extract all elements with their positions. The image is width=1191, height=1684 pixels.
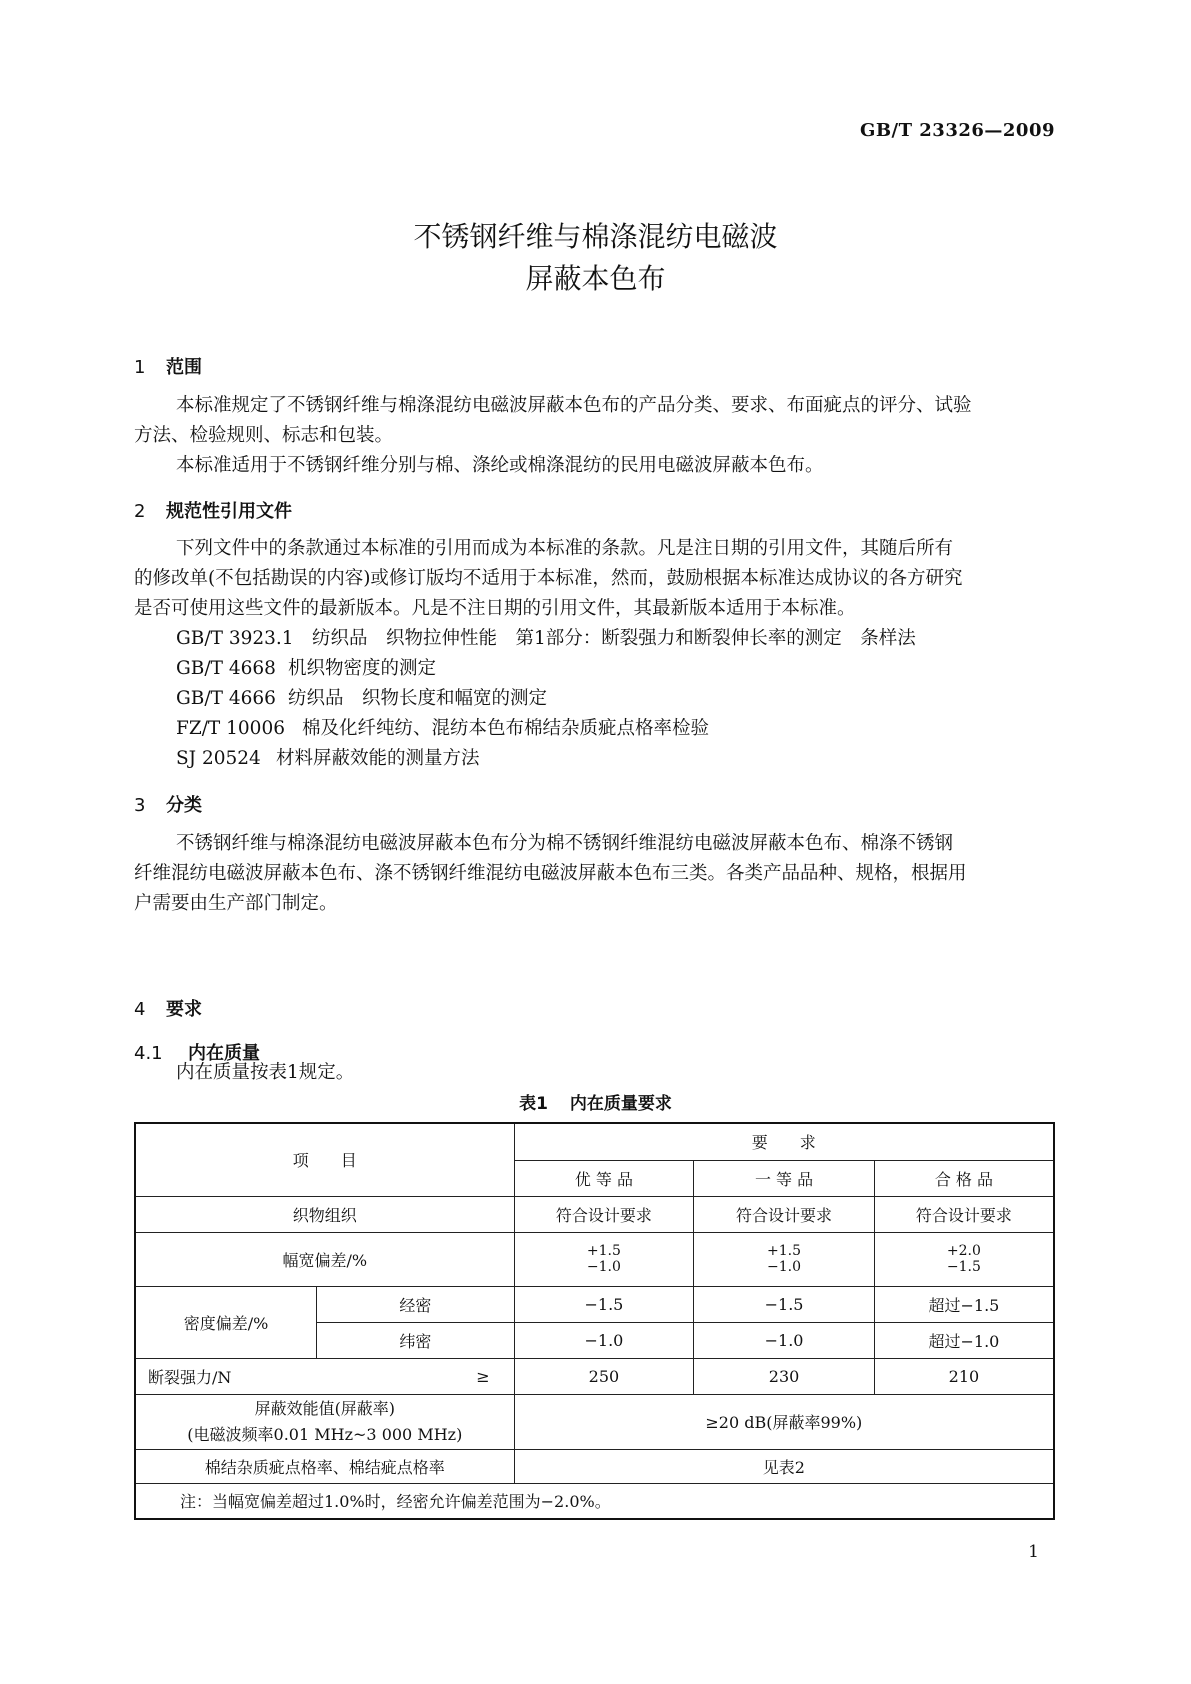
paragraph: 户需要由生产部门制定。 (134, 893, 338, 914)
table-number: 表1 (519, 1094, 548, 1114)
document-title-line2: 屏蔽本色布 (525, 262, 666, 295)
sub-row-label: 经密 (317, 1286, 515, 1322)
upper-tolerance: +2.0 (946, 1243, 981, 1259)
standard-code: GB/T 23326—2009 (859, 120, 1055, 141)
table-row (135, 1196, 1054, 1232)
header-grade-qualified: 合 格 品 (874, 1160, 1054, 1196)
upper-tolerance: +1.5 (767, 1243, 802, 1259)
table-row (135, 1286, 1054, 1322)
table-row (135, 1394, 1054, 1449)
page-number: 1 (1028, 1542, 1039, 1562)
cell-value (514, 1232, 694, 1286)
row-label: 密度偏差/% (135, 1286, 317, 1358)
paragraph: 本标准适用于不锈钢纤维分别与棉、涤纶或棉涤混纺的民用电磁波屏蔽本色布。 (176, 455, 824, 476)
section-1-heading (134, 353, 202, 379)
paragraph: 下列文件中的条款通过本标准的引用而成为本标准的条款。凡是注日期的引用文件，其随后所有 (176, 538, 954, 559)
row-label-line: 屏蔽效能值(屏蔽率) (254, 1398, 396, 1418)
reference-item (176, 624, 916, 654)
reference-code: FZ/T 10006 (176, 718, 285, 739)
reference-title: 机织物密度的测定 (288, 658, 437, 679)
cell-value: ≥20 dB(屏蔽率99%) (514, 1394, 1054, 1449)
section-3-heading (134, 791, 202, 817)
paragraph: 本标准规定了不锈钢纤维与棉涤混纺电磁波屏蔽本色布的产品分类、要求、布面疵点的评分、试验 (176, 395, 972, 416)
header-item: 项 目 (135, 1123, 514, 1196)
cell-value (694, 1232, 875, 1286)
table-note: 注：当幅宽偏差超过1.0%时，经密允许偏差范围为−2.0%。 (135, 1483, 1054, 1519)
row-label-line: (电磁波频率0.01 MHz~3 000 MHz) (187, 1424, 463, 1444)
row-label (135, 1394, 514, 1449)
reference-item (176, 684, 547, 714)
section-title: 范围 (166, 357, 202, 378)
cell-value (874, 1232, 1054, 1286)
paragraph: 方法、检验规则、标志和包装。 (134, 425, 394, 446)
lower-tolerance: −1.5 (946, 1259, 981, 1275)
cell-value: 超过−1.0 (874, 1322, 1054, 1358)
table-row (135, 1449, 1054, 1483)
paragraph: 的修改单(不包括勘误的内容)或修订版均不适用于本标准，然而，鼓励根据本标准达成协议的各方研究 (134, 568, 963, 589)
section-number: 4.1 (134, 1043, 163, 1064)
cell-value: −1.0 (694, 1322, 875, 1358)
reference-code: SJ 20524 (176, 748, 261, 769)
document-title-line1: 不锈钢纤维与棉涤混纺电磁波 (413, 220, 778, 253)
table-row (135, 1232, 1054, 1286)
cell-value: 230 (694, 1358, 875, 1394)
reference-title: 材料屏蔽效能的测量方法 (276, 748, 480, 769)
reference-item (176, 654, 436, 684)
row-label: 织物组织 (135, 1196, 514, 1232)
table-row (135, 1358, 1054, 1394)
paragraph: 纤维混纺电磁波屏蔽本色布、涤不锈钢纤维混纺电磁波屏蔽本色布三类。各类产品品种、规格，根据用 (134, 863, 967, 884)
table-note-row (135, 1483, 1054, 1519)
greater-equal-sign: ≥ (476, 1366, 490, 1386)
cell-value: 210 (874, 1358, 1054, 1394)
section-number: 3 (134, 795, 146, 816)
reference-code: GB/T 4666 (176, 688, 276, 709)
reference-item (176, 744, 480, 774)
table-header-row (135, 1123, 1054, 1160)
paragraph: 是否可使用这些文件的最新版本。凡是不注日期的引用文件，其最新版本适用于本标准。 (134, 598, 856, 619)
header-grade-first: 一 等 品 (694, 1160, 875, 1196)
section-title: 要求 (166, 999, 202, 1020)
section-4-heading (134, 995, 202, 1021)
sub-row-label: 纬密 (317, 1322, 515, 1358)
section-title: 分类 (166, 795, 202, 816)
reference-title: 棉及化纤纯纺、混纺本色布棉结杂质疵点格率检验 (302, 718, 710, 739)
cell-value: 符合设计要求 (874, 1196, 1054, 1232)
table-title (0, 1089, 1191, 1114)
paragraph: 内在质量按表1规定。 (176, 1062, 355, 1083)
reference-title: 纺织品 织物拉伸性能 第1部分：断裂强力和断裂伸长率的测定 条样法 (312, 628, 916, 649)
row-label-text: 断裂强力/N (148, 1367, 232, 1387)
section-title: 内在质量 (188, 1043, 260, 1064)
cell-value: 见表2 (514, 1449, 1054, 1483)
header-requirement: 要 求 (514, 1123, 1054, 1160)
cell-value: 符合设计要求 (514, 1196, 694, 1232)
reference-code: GB/T 3923.1 (176, 628, 294, 649)
cell-value: −1.5 (694, 1286, 875, 1322)
lower-tolerance: −1.0 (767, 1259, 802, 1275)
table-caption: 内在质量要求 (569, 1094, 672, 1114)
upper-tolerance: +1.5 (586, 1243, 621, 1259)
section-title: 规范性引用文件 (166, 501, 292, 522)
reference-item (176, 714, 709, 744)
paragraph: 不锈钢纤维与棉涤混纺电磁波屏蔽本色布分为棉不锈钢纤维混纺电磁波屏蔽本色布、棉涤不锈钢 (176, 833, 954, 854)
section-number: 1 (134, 357, 146, 378)
section-number: 4 (134, 999, 146, 1020)
header-grade-premium: 优 等 品 (514, 1160, 694, 1196)
section-2-heading (134, 497, 292, 523)
cell-value: −1.5 (514, 1286, 694, 1322)
row-label: 幅宽偏差/% (135, 1232, 514, 1286)
row-label (135, 1358, 514, 1394)
cell-value: 超过−1.5 (874, 1286, 1054, 1322)
row-label: 棉结杂质疵点格率、棉结疵点格率 (135, 1449, 514, 1483)
cell-value: −1.0 (514, 1322, 694, 1358)
cell-value: 符合设计要求 (694, 1196, 875, 1232)
cell-value: 250 (514, 1358, 694, 1394)
section-number: 2 (134, 501, 146, 522)
quality-requirements-table (134, 1122, 1055, 1520)
reference-code: GB/T 4668 (176, 658, 276, 679)
lower-tolerance: −1.0 (586, 1259, 621, 1275)
reference-title: 纺织品 织物长度和幅宽的测定 (288, 688, 548, 709)
